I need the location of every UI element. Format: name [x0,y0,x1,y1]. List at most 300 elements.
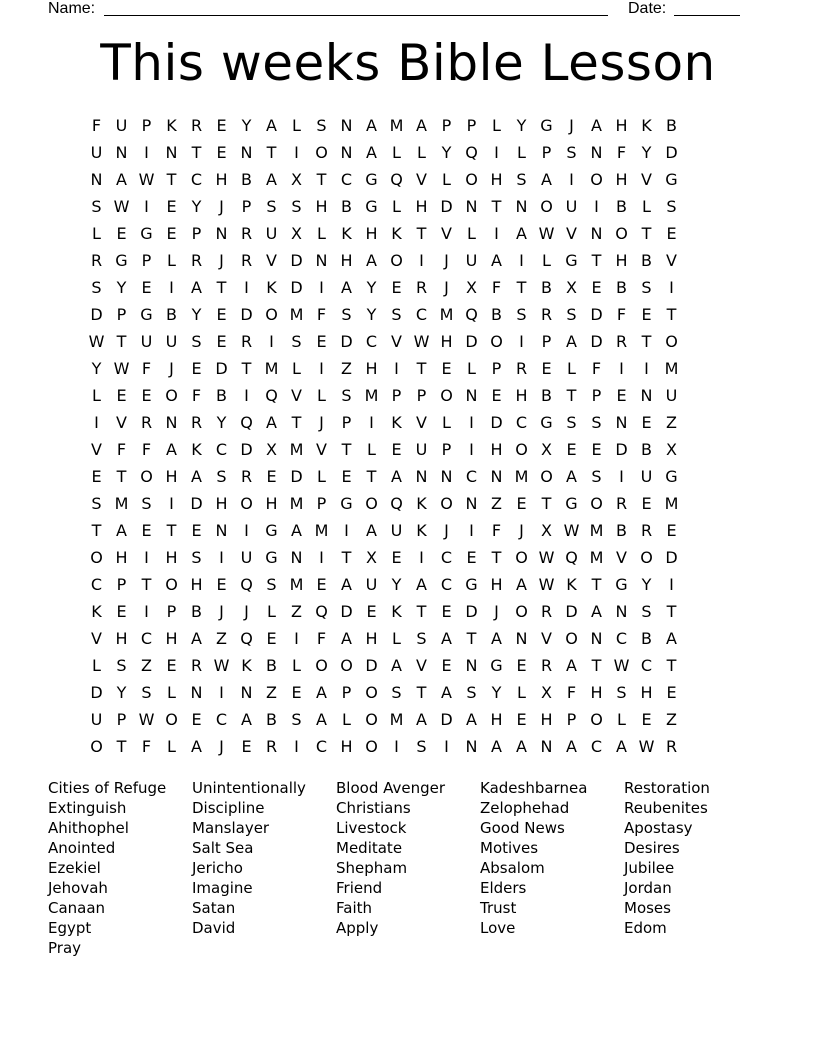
date-line[interactable] [674,15,740,16]
grid-letter[interactable]: E [441,602,452,621]
grid-letter[interactable]: N [240,143,253,162]
grid-letter[interactable]: F [616,305,627,324]
grid-letter[interactable]: K [341,224,352,243]
grid-letter[interactable]: G [340,494,353,513]
grid-letter[interactable]: Z [141,656,152,675]
grid-letter[interactable]: E [191,521,202,540]
grid-letter[interactable]: E [641,413,652,432]
grid-letter[interactable]: S [191,548,202,567]
grid-letter[interactable]: E [591,440,602,459]
grid-letter[interactable]: L [342,710,351,729]
grid-letter[interactable]: O [90,737,103,756]
grid-letter[interactable]: T [316,170,327,189]
grid-letter[interactable]: W [113,197,130,216]
grid-letter[interactable]: Y [216,413,227,432]
grid-letter[interactable]: A [341,629,352,648]
grid-letter[interactable]: R [540,602,553,621]
grid-letter[interactable]: S [266,575,277,594]
grid-letter[interactable]: R [240,467,253,486]
grid-letter[interactable]: V [641,170,652,189]
grid-letter[interactable]: I [419,548,424,567]
grid-letter[interactable]: X [366,548,377,567]
grid-letter[interactable]: T [666,602,677,621]
grid-letter[interactable]: I [319,359,324,378]
grid-letter[interactable]: K [641,116,652,135]
grid-letter[interactable]: I [169,494,174,513]
grid-letter[interactable]: I [519,251,524,270]
grid-letter[interactable]: A [391,467,402,486]
grid-letter[interactable]: S [566,143,577,162]
grid-letter[interactable]: X [541,440,552,459]
grid-letter[interactable]: L [292,359,301,378]
grid-letter[interactable]: V [416,413,427,432]
grid-letter[interactable]: H [365,359,378,378]
grid-letter[interactable]: E [116,602,127,621]
grid-letter[interactable]: A [266,116,277,135]
grid-letter[interactable]: O [365,494,378,513]
grid-letter[interactable]: T [291,413,302,432]
grid-letter[interactable]: H [440,332,453,351]
grid-letter[interactable]: D [340,332,353,351]
grid-letter[interactable]: J [219,251,224,270]
grid-letter[interactable]: N [165,413,178,432]
grid-letter[interactable]: O [315,143,328,162]
grid-letter[interactable]: A [316,710,327,729]
grid-letter[interactable]: O [590,710,603,729]
grid-letter[interactable]: T [641,224,652,243]
grid-letter[interactable]: C [140,629,153,648]
grid-letter[interactable]: B [541,278,552,297]
grid-letter[interactable]: A [566,467,577,486]
grid-letter[interactable]: B [641,629,652,648]
grid-letter[interactable]: S [291,197,302,216]
grid-letter[interactable]: D [465,332,478,351]
grid-letter[interactable]: F [141,440,152,459]
grid-letter[interactable]: A [566,656,577,675]
grid-letter[interactable]: T [416,359,427,378]
grid-letter[interactable]: D [340,602,353,621]
grid-letter[interactable]: P [341,413,352,432]
grid-letter[interactable]: L [392,143,401,162]
grid-letter[interactable]: T [491,548,502,567]
grid-letter[interactable]: L [517,683,526,702]
grid-letter[interactable]: B [666,116,677,135]
grid-letter[interactable]: D [290,278,303,297]
grid-letter[interactable]: M [514,467,529,486]
grid-letter[interactable]: E [566,440,577,459]
grid-letter[interactable]: L [317,224,326,243]
grid-letter[interactable]: T [166,170,177,189]
grid-letter[interactable]: O [665,332,678,351]
grid-letter[interactable]: C [190,170,203,189]
grid-letter[interactable]: E [116,386,127,405]
grid-letter[interactable]: W [538,575,555,594]
grid-letter[interactable]: L [467,359,476,378]
grid-letter[interactable]: E [441,359,452,378]
grid-letter[interactable]: G [140,224,153,243]
grid-letter[interactable]: B [191,602,202,621]
grid-letter[interactable]: O [565,629,578,648]
grid-letter[interactable]: D [615,440,628,459]
grid-letter[interactable]: E [341,467,352,486]
grid-letter[interactable]: Q [240,413,253,432]
grid-letter[interactable]: F [141,737,152,756]
grid-letter[interactable]: E [516,494,527,513]
grid-letter[interactable]: I [219,548,224,567]
grid-letter[interactable]: P [541,143,552,162]
grid-letter[interactable]: A [516,224,527,243]
grid-letter[interactable]: T [641,332,652,351]
grid-letter[interactable]: Y [241,116,252,135]
grid-letter[interactable]: W [88,332,105,351]
grid-letter[interactable]: M [389,116,404,135]
grid-letter[interactable]: P [441,440,452,459]
grid-letter[interactable]: I [619,467,624,486]
name-line[interactable] [104,15,608,16]
grid-letter[interactable]: S [416,629,427,648]
grid-letter[interactable]: Y [641,575,652,594]
grid-letter[interactable]: L [392,629,401,648]
grid-letter[interactable]: E [216,332,227,351]
grid-letter[interactable]: E [216,305,227,324]
grid-letter[interactable]: S [191,332,202,351]
grid-letter[interactable]: G [140,305,153,324]
grid-letter[interactable]: R [140,413,153,432]
grid-letter[interactable]: K [391,413,402,432]
grid-letter[interactable]: G [115,251,128,270]
grid-letter[interactable]: A [516,575,527,594]
grid-letter[interactable]: V [441,224,452,243]
grid-letter[interactable]: N [165,143,178,162]
grid-letter[interactable]: A [441,683,452,702]
grid-letter[interactable]: L [292,116,301,135]
grid-letter[interactable]: K [166,116,177,135]
grid-letter[interactable]: E [366,602,377,621]
grid-letter[interactable]: N [315,251,328,270]
grid-letter[interactable]: L [367,440,376,459]
grid-letter[interactable]: E [141,386,152,405]
grid-letter[interactable]: T [241,359,252,378]
grid-letter[interactable]: U [240,548,253,567]
grid-letter[interactable]: T [666,305,677,324]
grid-letter[interactable]: M [289,305,304,324]
grid-letter[interactable]: V [291,386,302,405]
grid-letter[interactable]: D [665,548,678,567]
grid-letter[interactable]: S [416,737,427,756]
grid-letter[interactable]: Q [315,602,328,621]
grid-letter[interactable]: I [144,602,149,621]
grid-letter[interactable]: M [364,386,379,405]
grid-letter[interactable]: W [563,521,580,540]
grid-letter[interactable]: N [640,386,653,405]
grid-letter[interactable]: X [266,440,277,459]
grid-letter[interactable]: D [240,440,253,459]
grid-letter[interactable]: S [566,413,577,432]
grid-letter[interactable]: O [90,548,103,567]
grid-letter[interactable]: S [91,494,102,513]
grid-letter[interactable]: L [392,197,401,216]
grid-letter[interactable]: T [116,737,127,756]
grid-letter[interactable]: Y [441,143,452,162]
grid-letter[interactable]: H [115,629,128,648]
grid-letter[interactable]: J [169,359,174,378]
grid-letter[interactable]: N [465,494,478,513]
grid-letter[interactable]: A [316,683,327,702]
grid-letter[interactable]: O [465,170,478,189]
grid-letter[interactable]: I [419,251,424,270]
grid-letter[interactable]: A [341,575,352,594]
grid-letter[interactable]: Q [465,305,478,324]
grid-letter[interactable]: E [666,224,677,243]
grid-letter[interactable]: I [494,224,499,243]
grid-letter[interactable]: J [219,197,224,216]
grid-letter[interactable]: K [266,278,277,297]
grid-letter[interactable]: L [442,413,451,432]
grid-letter[interactable]: A [491,251,502,270]
grid-letter[interactable]: I [619,359,624,378]
grid-letter[interactable]: C [590,737,603,756]
grid-letter[interactable]: C [215,440,228,459]
grid-letter[interactable]: I [144,548,149,567]
grid-letter[interactable]: P [116,710,127,729]
grid-letter[interactable]: A [616,737,627,756]
grid-letter[interactable]: T [516,278,527,297]
grid-letter[interactable]: T [591,251,602,270]
grid-letter[interactable]: D [290,251,303,270]
grid-letter[interactable]: Z [666,413,677,432]
grid-letter[interactable]: Y [91,359,102,378]
grid-letter[interactable]: A [516,737,527,756]
grid-letter[interactable]: S [141,683,152,702]
grid-letter[interactable]: S [641,602,652,621]
grid-letter[interactable]: E [641,494,652,513]
grid-letter[interactable]: T [116,467,127,486]
grid-letter[interactable]: C [615,629,628,648]
grid-letter[interactable]: P [116,575,127,594]
grid-letter[interactable]: U [115,116,128,135]
grid-letter[interactable]: E [316,575,327,594]
grid-letter[interactable]: Z [266,683,277,702]
grid-letter[interactable]: Z [216,629,227,648]
grid-letter[interactable]: Q [565,548,578,567]
grid-letter[interactable]: O [390,251,403,270]
grid-letter[interactable]: O [265,305,278,324]
grid-letter[interactable]: E [191,710,202,729]
grid-letter[interactable]: R [190,413,203,432]
grid-letter[interactable]: F [491,278,502,297]
grid-letter[interactable]: X [541,521,552,540]
grid-letter[interactable]: J [319,413,324,432]
grid-letter[interactable]: G [665,170,678,189]
grid-letter[interactable]: O [340,656,353,675]
grid-letter[interactable]: R [190,656,203,675]
grid-letter[interactable]: B [616,521,627,540]
grid-letter[interactable]: L [567,359,576,378]
grid-letter[interactable]: M [289,575,304,594]
grid-letter[interactable]: V [416,656,427,675]
grid-letter[interactable]: L [292,656,301,675]
grid-letter[interactable]: Q [465,143,478,162]
grid-letter[interactable]: O [440,386,453,405]
grid-letter[interactable]: A [341,278,352,297]
grid-letter[interactable]: H [365,224,378,243]
grid-letter[interactable]: D [215,359,228,378]
grid-letter[interactable]: M [289,494,304,513]
grid-letter[interactable]: V [541,629,552,648]
grid-letter[interactable]: A [416,116,427,135]
grid-letter[interactable]: G [540,116,553,135]
grid-letter[interactable]: H [315,197,328,216]
grid-letter[interactable]: O [365,710,378,729]
grid-letter[interactable]: V [666,251,677,270]
grid-letter[interactable]: N [465,386,478,405]
grid-letter[interactable]: C [440,575,453,594]
grid-letter[interactable]: A [491,737,502,756]
grid-letter[interactable]: P [141,251,152,270]
grid-letter[interactable]: E [466,548,477,567]
grid-letter[interactable]: E [316,332,327,351]
grid-letter[interactable]: U [365,575,378,594]
grid-letter[interactable]: E [391,548,402,567]
grid-letter[interactable]: B [616,278,627,297]
grid-letter[interactable]: A [291,521,302,540]
grid-letter[interactable]: L [617,710,626,729]
grid-letter[interactable]: A [591,602,602,621]
grid-letter[interactable]: I [519,332,524,351]
grid-letter[interactable]: S [341,305,352,324]
grid-letter[interactable]: L [92,656,101,675]
grid-letter[interactable]: O [515,602,528,621]
grid-letter[interactable]: R [540,305,553,324]
grid-letter[interactable]: P [391,386,402,405]
grid-letter[interactable]: I [369,413,374,432]
grid-letter[interactable]: P [241,197,252,216]
grid-letter[interactable]: T [116,332,127,351]
grid-letter[interactable]: U [265,224,278,243]
grid-letter[interactable]: A [166,440,177,459]
grid-letter[interactable]: R [265,737,278,756]
grid-letter[interactable]: I [594,197,599,216]
grid-letter[interactable]: U [465,251,478,270]
grid-letter[interactable]: I [644,359,649,378]
grid-letter[interactable]: P [591,386,602,405]
grid-letter[interactable]: T [566,386,577,405]
grid-letter[interactable]: E [641,710,652,729]
grid-letter[interactable]: H [615,116,628,135]
grid-letter[interactable]: I [394,359,399,378]
grid-letter[interactable]: E [216,575,227,594]
grid-letter[interactable]: I [394,737,399,756]
grid-letter[interactable]: G [615,575,628,594]
grid-letter[interactable]: L [517,143,526,162]
grid-letter[interactable]: S [391,683,402,702]
grid-letter[interactable]: C [415,305,428,324]
grid-letter[interactable]: E [241,737,252,756]
grid-letter[interactable]: I [94,413,99,432]
grid-letter[interactable]: H [490,575,503,594]
grid-letter[interactable]: Q [265,386,278,405]
grid-letter[interactable]: Y [641,143,652,162]
grid-letter[interactable]: H [490,710,503,729]
grid-letter[interactable]: R [615,332,628,351]
grid-letter[interactable]: A [191,737,202,756]
grid-letter[interactable]: L [467,224,476,243]
grid-letter[interactable]: L [492,116,501,135]
grid-letter[interactable]: N [490,467,503,486]
grid-letter[interactable]: K [91,602,102,621]
grid-letter[interactable]: E [291,683,302,702]
grid-letter[interactable]: F [316,305,327,324]
grid-letter[interactable]: B [641,251,652,270]
grid-letter[interactable]: U [90,710,103,729]
grid-letter[interactable]: C [340,170,353,189]
grid-letter[interactable]: I [244,521,249,540]
grid-letter[interactable]: I [469,440,474,459]
grid-letter[interactable]: Y [366,305,377,324]
grid-letter[interactable]: W [413,332,430,351]
grid-letter[interactable]: E [391,278,402,297]
grid-letter[interactable]: R [90,251,103,270]
grid-letter[interactable]: S [291,710,302,729]
grid-letter[interactable]: T [666,656,677,675]
grid-letter[interactable]: L [442,170,451,189]
grid-letter[interactable]: S [116,656,127,675]
grid-letter[interactable]: I [269,332,274,351]
grid-letter[interactable]: S [516,305,527,324]
grid-letter[interactable]: D [590,332,603,351]
grid-letter[interactable]: O [440,494,453,513]
grid-letter[interactable]: D [190,494,203,513]
grid-letter[interactable]: H [615,251,628,270]
grid-letter[interactable]: I [569,170,574,189]
grid-letter[interactable]: S [141,494,152,513]
grid-letter[interactable]: A [366,116,377,135]
grid-letter[interactable]: N [590,143,603,162]
grid-letter[interactable]: N [590,224,603,243]
grid-letter[interactable]: G [540,413,553,432]
grid-letter[interactable]: M [114,494,129,513]
grid-letter[interactable]: U [415,440,428,459]
grid-letter[interactable]: E [641,305,652,324]
grid-letter[interactable]: U [90,143,103,162]
grid-letter[interactable]: C [465,467,478,486]
grid-letter[interactable]: M [589,521,604,540]
grid-letter[interactable]: R [540,656,553,675]
grid-letter[interactable]: N [440,467,453,486]
grid-letter[interactable]: P [316,494,327,513]
grid-letter[interactable]: J [244,602,249,621]
grid-letter[interactable]: R [240,224,253,243]
grid-letter[interactable]: G [565,251,578,270]
grid-letter[interactable]: H [165,548,178,567]
grid-letter[interactable]: T [416,602,427,621]
grid-letter[interactable]: G [565,494,578,513]
grid-letter[interactable]: D [565,602,578,621]
grid-letter[interactable]: J [444,278,449,297]
grid-letter[interactable]: L [542,251,551,270]
grid-letter[interactable]: H [415,197,428,216]
grid-letter[interactable]: P [341,683,352,702]
grid-letter[interactable]: Y [116,278,127,297]
grid-letter[interactable]: X [566,278,577,297]
grid-letter[interactable]: I [294,737,299,756]
grid-letter[interactable]: S [516,170,527,189]
grid-letter[interactable]: E [541,359,552,378]
grid-letter[interactable]: O [140,467,153,486]
grid-letter[interactable]: E [166,197,177,216]
grid-letter[interactable]: K [391,224,402,243]
grid-letter[interactable]: T [341,548,352,567]
